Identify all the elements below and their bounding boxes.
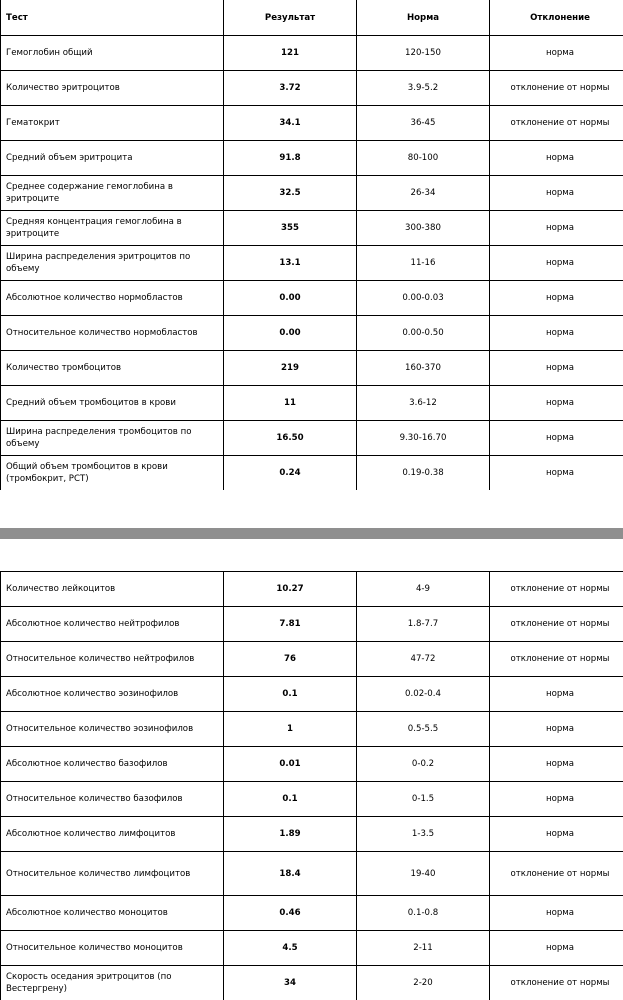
cell-norm: 0.02-0.4 [357,677,490,712]
cell-deviation: отклонение от нормы [490,71,623,106]
cell-result: 4.5 [224,931,357,966]
cell-deviation: норма [490,712,623,747]
cell-deviation: норма [490,36,623,71]
cell-norm: 0.00-0.50 [357,316,490,351]
cell-norm: 19-40 [357,852,490,896]
cell-test: Относительное количество лимфоцитов [1,852,224,896]
cell-deviation: отклонение от нормы [490,607,623,642]
results-table-section-1 [0,0,623,490]
cell-test: Количество эритроцитов [1,71,224,106]
table-row [1,817,623,852]
cell-deviation: отклонение от нормы [490,966,623,1000]
cell-norm: 4-9 [357,572,490,607]
cell-test: Относительное количество нормобластов [1,316,224,351]
cell-test: Среднее содержание гемоглобина в эритроците [1,176,224,211]
cell-deviation: норма [490,386,623,421]
table-row [1,966,623,1000]
cell-result: 7.81 [224,607,357,642]
cell-deviation: норма [490,246,623,281]
cell-test: Общий объем тромбоцитов в крови (тромбокрит, PCT) [1,456,224,491]
cell-deviation: отклонение от нормы [490,642,623,677]
cell-norm: 11-16 [357,246,490,281]
cell-test: Количество лейкоцитов [1,572,224,607]
cell-test: Абсолютное количество лимфоцитов [1,817,224,852]
table-row [1,316,623,351]
table-row [1,421,623,456]
cell-result: 3.72 [224,71,357,106]
cell-result: 13.1 [224,246,357,281]
results-table-1 [0,0,623,490]
cell-deviation: норма [490,176,623,211]
cell-result: 355 [224,211,357,246]
cell-result: 0.1 [224,677,357,712]
cell-deviation: норма [490,931,623,966]
cell-result: 0.24 [224,456,357,491]
table-row [1,572,623,607]
cell-result: 10.27 [224,572,357,607]
header-test: Тест [1,0,224,36]
cell-result: 18.4 [224,852,357,896]
header-result: Результат [224,0,357,36]
cell-test: Абсолютное количество эозинофилов [1,677,224,712]
cell-norm: 0.00-0.03 [357,281,490,316]
cell-deviation: отклонение от нормы [490,106,623,141]
cell-norm: 0.5-5.5 [357,712,490,747]
cell-deviation: норма [490,421,623,456]
table-row [1,246,623,281]
table-row [1,747,623,782]
cell-test: Относительное количество базофилов [1,782,224,817]
cell-norm: 0-0.2 [357,747,490,782]
cell-test: Гематокрит [1,106,224,141]
cell-test: Гемоглобин общий [1,36,224,71]
cell-norm: 0-1.5 [357,782,490,817]
table-row [1,677,623,712]
cell-deviation: норма [490,351,623,386]
cell-test: Абсолютное количество моноцитов [1,896,224,931]
table-row [1,211,623,246]
cell-deviation: отклонение от нормы [490,852,623,896]
cell-result: 0.1 [224,782,357,817]
cell-norm: 300-380 [357,211,490,246]
cell-deviation: норма [490,747,623,782]
table-row [1,281,623,316]
cell-deviation: норма [490,211,623,246]
cell-result: 219 [224,351,357,386]
cell-deviation: норма [490,677,623,712]
cell-norm: 36-45 [357,106,490,141]
cell-test: Относительное количество нейтрофилов [1,642,224,677]
cell-result: 0.00 [224,281,357,316]
cell-norm: 80-100 [357,141,490,176]
table-row [1,106,623,141]
cell-norm: 2-11 [357,931,490,966]
header-deviation: Отклонение [490,0,623,36]
cell-deviation: отклонение от нормы [490,572,623,607]
cell-result: 34.1 [224,106,357,141]
table-row [1,386,623,421]
cell-result: 91.8 [224,141,357,176]
cell-test: Количество тромбоцитов [1,351,224,386]
table-header-row [1,0,623,36]
cell-result: 0.00 [224,316,357,351]
cell-result: 121 [224,36,357,71]
cell-deviation: норма [490,316,623,351]
cell-result: 0.01 [224,747,357,782]
cell-test: Средний объем тромбоцитов в крови [1,386,224,421]
table-row [1,456,623,491]
cell-deviation: норма [490,281,623,316]
cell-norm: 160-370 [357,351,490,386]
table-row [1,36,623,71]
cell-result: 1 [224,712,357,747]
cell-norm: 47-72 [357,642,490,677]
results-table-section-2 [0,571,623,1000]
cell-norm: 0.1-0.8 [357,896,490,931]
table-row [1,712,623,747]
table-row [1,931,623,966]
cell-result: 76 [224,642,357,677]
cell-test: Ширина распределения тромбоцитов по объему [1,421,224,456]
cell-norm: 3.9-5.2 [357,71,490,106]
cell-test: Абсолютное количество нейтрофилов [1,607,224,642]
cell-norm: 1.8-7.7 [357,607,490,642]
table-row [1,141,623,176]
cell-result: 32.5 [224,176,357,211]
table-row [1,782,623,817]
cell-norm: 2-20 [357,966,490,1000]
cell-test: Относительное количество эозинофилов [1,712,224,747]
cell-test: Средний объем эритроцита [1,141,224,176]
cell-deviation: норма [490,456,623,491]
table-row [1,642,623,677]
cell-norm: 26-34 [357,176,490,211]
table-row [1,607,623,642]
cell-result: 1.89 [224,817,357,852]
cell-test: Относительное количество моноцитов [1,931,224,966]
table-row [1,351,623,386]
table-row [1,896,623,931]
cell-norm: 3.6-12 [357,386,490,421]
page-separator-band [0,528,623,539]
cell-test: Ширина распределения эритроцитов по объему [1,246,224,281]
cell-norm: 1-3.5 [357,817,490,852]
cell-deviation: норма [490,782,623,817]
header-norm: Норма [357,0,490,36]
cell-deviation: норма [490,817,623,852]
cell-test: Средняя концентрация гемоглобина в эритроците [1,211,224,246]
table-row [1,852,623,896]
cell-result: 0.46 [224,896,357,931]
cell-norm: 0.19-0.38 [357,456,490,491]
cell-result: 11 [224,386,357,421]
results-table-2 [0,571,623,1000]
cell-deviation: норма [490,141,623,176]
cell-test: Абсолютное количество базофилов [1,747,224,782]
cell-result: 16.50 [224,421,357,456]
cell-deviation: норма [490,896,623,931]
cell-result: 34 [224,966,357,1000]
table-row [1,71,623,106]
cell-test: Абсолютное количество нормобластов [1,281,224,316]
cell-test: Скорость оседания эритроцитов (по Вестергрену) [1,966,224,1000]
cell-norm: 9.30-16.70 [357,421,490,456]
table-row [1,176,623,211]
cell-norm: 120-150 [357,36,490,71]
